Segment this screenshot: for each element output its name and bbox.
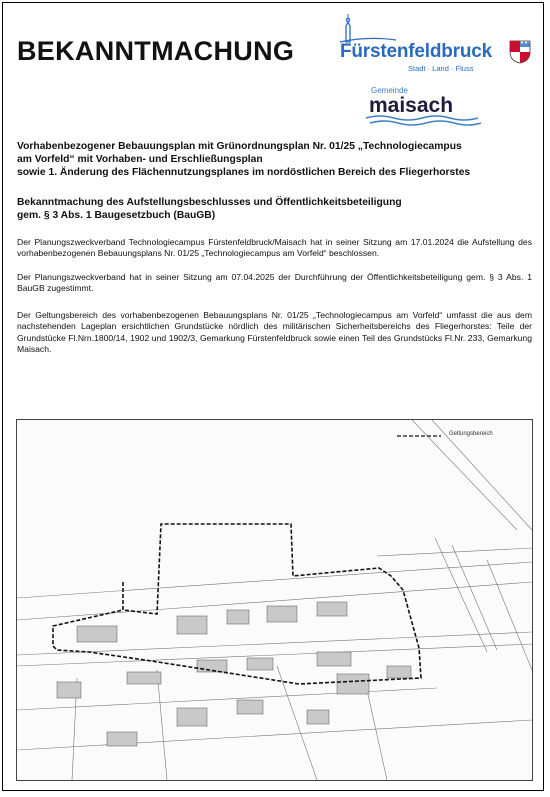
announcement-heading-line-1: Bekanntmachung des Aufstellungsbeschlusses und Öffentlichkeitsbeteiligung [17, 197, 402, 208]
announcement-heading-line-2: gem. § 3 Abs. 1 Baugesetzbuch (BauGB) [17, 210, 216, 221]
coat-of-arms-icon [509, 40, 531, 64]
maisach-logo [366, 86, 481, 126]
page-title: BEKANNTMACHUNG [17, 36, 295, 66]
fuerstenfeldbruck-tagline: Stadt · Land · Fluss [408, 64, 474, 73]
site-plan-map [16, 419, 533, 781]
plan-heading-line-1: Vorhabenbezogener Bebauungsplan mit Grünordnungsplan Nr. 01/25 „Technologiecampus [17, 141, 462, 152]
paragraph-scope: Der Geltungsbereich des vorhabenbezogenen Bebauungsplans Nr. 01/25 „Technologiecampus am Vorfeld“ umfasst die aus dem nachstehenden Lageplan ersichtlichen Grundstücke nördlich des militärischen Sicherheitsbereichs des Fliegerhorstes: Teile der Grundstücke Fl.Nrn.1800/14, 1902 und 1902/3, Gemarkung Fürstenfeldbruck sowie einen Teil des Grundstücks Fl.Nr. 233, Gemarkung Maisach. [17, 310, 532, 354]
plan-heading [17, 140, 532, 179]
plan-heading-line-3: sowie 1. Änderung des Flächennutzungsplanes im nordöstlichen Bereich des Fliegerhorstes [17, 167, 471, 178]
wave-icon [366, 114, 481, 128]
church-tower-icon [338, 10, 398, 44]
plan-heading-line-2: am Vorfeld“ mit Vorhaben- und Erschließungsplan [17, 154, 263, 165]
paragraph-participation: Der Planungszweckverband hat in seiner Sitzung am 07.04.2025 der Durchführung der Öffentlichkeitsbeteiligung gem. § 3 Abs. 1 BauGB zugestimmt. [17, 272, 532, 294]
maisach-prefix: Gemeinde [371, 86, 408, 95]
fuerstenfeldbruck-wordmark: Fürstenfeldbruck [340, 41, 492, 62]
paragraph-resolution: Der Planungszweckverband Technologiecampus Fürstenfeldbruck/Maisach hat in seiner Sitzung am 17.01.2024 die Aufstellung des vorhabenbezogenen Bebauungsplans Nr. 01/25 „Technologiecampus am Vorfeld“ beschlossen. [17, 237, 532, 259]
site-plan-drawing [17, 420, 532, 780]
maisach-wordmark: maisach [369, 94, 454, 117]
announcement-heading [17, 196, 532, 222]
fuerstenfeldbruck-logo [336, 10, 536, 73]
map-legend-label: Geltungsbereich [449, 431, 493, 437]
